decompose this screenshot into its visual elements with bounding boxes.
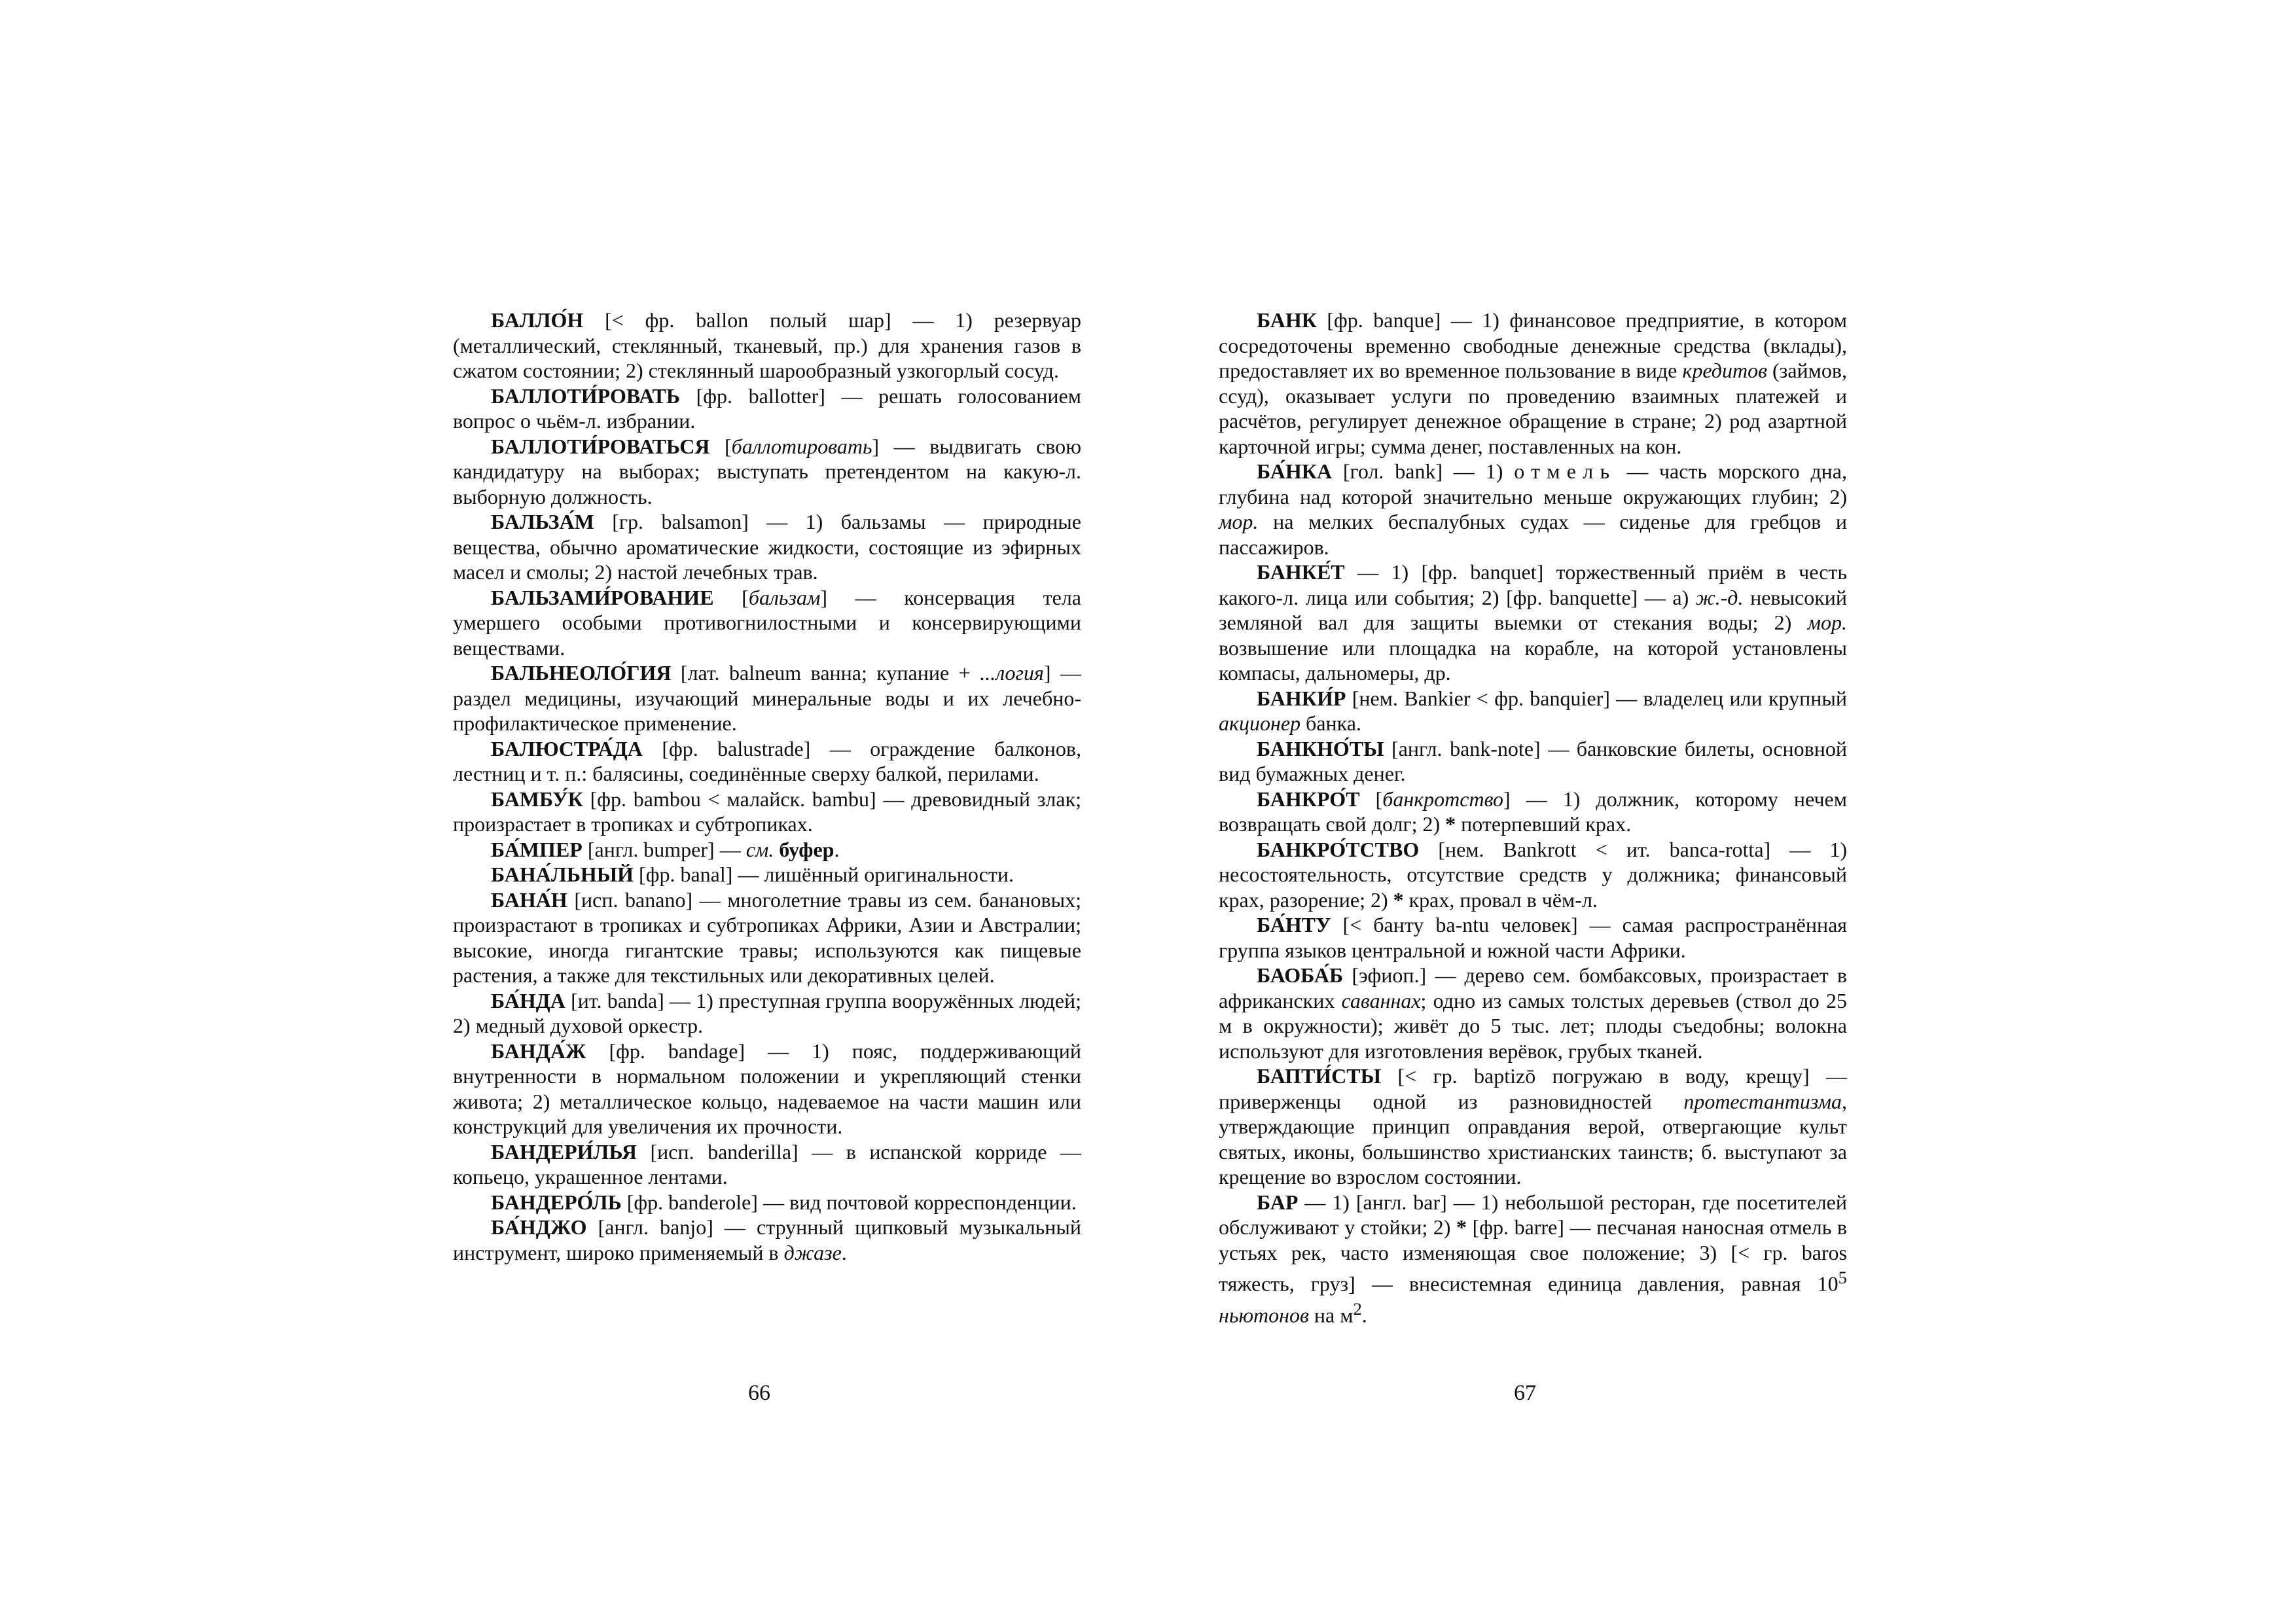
definition: возвышение или площадка на корабле, на которой установлены компасы, дальномеры, др.	[1219, 635, 1847, 685]
definition: на мелких беспалубных судах — сиденье для гребцов и пассажиров.	[1219, 510, 1847, 559]
figurative-marker: *	[1456, 1215, 1467, 1239]
definition: ] — 1) должник, которому нечем возвращать свой долг; 2)	[1219, 787, 1848, 836]
definition: [	[713, 585, 749, 609]
definition: потерпевший крах.	[1456, 812, 1632, 836]
entry-ballon	[453, 308, 1081, 383]
definition: [фр. bambou < малайск. bambu] — древовидный злак; произрастает в тропиках и субтропиках.	[453, 787, 1081, 836]
entry-banket	[1219, 560, 1847, 686]
headword: БАНА́Н	[491, 887, 567, 912]
definition: [фр. balustrade] — ограждение балконов, лестниц и т. п.: балясины, соединённые сверху балкой, перилами.	[453, 736, 1081, 785]
entry-bankrotstvo	[1219, 837, 1847, 913]
definition: [< фр. ballon полый шар] — 1) резервуар (металлический, стеклянный, тканевый, пр.) для хранения газов в сжатом состоянии; 2) стеклянный шарообразный узкогорлый сосуд.	[453, 308, 1081, 382]
page-number: 66	[748, 1381, 770, 1405]
cross-reference: бальзам	[748, 585, 821, 609]
entry-banalnyi	[453, 862, 1081, 887]
definition: .	[841, 1240, 847, 1264]
headword: БАЛЬНЕОЛО́ГИЯ	[491, 661, 672, 685]
cross-reference: ньютонов	[1219, 1303, 1309, 1327]
definition: [фр. banderole] — вид почтовой корреспонденции.	[621, 1190, 1077, 1214]
entry-bambuk	[453, 787, 1081, 837]
page-number: 67	[1514, 1381, 1536, 1405]
entry-banda	[453, 988, 1081, 1039]
definition: — 1) [англ. bar] — 1) небольшой ресторан, где посетителей обслуживают у стойки; 2)	[1219, 1190, 1847, 1239]
entry-bandazh	[453, 1039, 1081, 1139]
definition: на м	[1308, 1303, 1354, 1327]
definition: [фр. bandage] — 1) пояс, поддерживающий внутренности в нормальном положении и укрепляющий стенки живота; 2) металлическое кольцо, надеваемое на части машин или конструкций для увеличения их прочности.	[453, 1039, 1081, 1138]
cross-reference: ...логия	[980, 661, 1044, 685]
cross-reference: протестантизма	[1683, 1089, 1842, 1113]
entry-ballotirovatsya	[453, 434, 1081, 510]
see-also-marker: см.	[745, 837, 774, 861]
entry-balneologiya	[453, 660, 1081, 736]
definition: .	[1361, 1303, 1367, 1327]
definition: [ит. banda] — 1) преступная группа вооружённых людей; 2) медный духовой оркестр.	[453, 988, 1081, 1037]
definition: [гол. bank] — 1)	[1332, 459, 1515, 483]
definition: [англ. bank-note] — банковские билеты, основной вид бумажных денег.	[1219, 736, 1847, 785]
definition: [< гр. baptizō погружаю в воду, крещу] — приверженцы одной из разновидностей	[1219, 1064, 1847, 1113]
definition: [фр. banque] — 1) финансовое предприятие, в котором сосредоточены временно свободные денежные средства (вклады), предоставляет их во временное пользование в виде	[1219, 308, 1847, 382]
definition: ; одно из самых толстых деревьев (ствол до 25 м в окружности); живёт до 5 тыс. лет; плоды съедобны; волокна используют для изготовления верёвок, грубых тканей.	[1219, 988, 1848, 1063]
definition: [исп. banano] — многолетние травы из сем. банановых; произрастают в тропиках и субтропиках Африки, Азии и Австралии; высокие, иногда гигантские травы; используются как пищевые растения, а также для текстильных или декоративных целей.	[453, 887, 1081, 987]
superscript: 2	[1353, 1299, 1362, 1319]
headword: БАЛЬЗАМИ́РОВАНИЕ	[491, 585, 714, 609]
entry-bankir	[1219, 686, 1847, 736]
headword: БАНКРО́ТСТВО	[1257, 837, 1420, 861]
definition: [нем. Bankrott < ит. banca-rotta] — 1) несостоятельность, отсутствие средств у должника; финансовый крах, разорение; 2)	[1219, 837, 1847, 912]
usage-label: мор.	[1219, 510, 1259, 533]
definition: — 1) [фр. banquet] торжественный приём в честь какого-л. лица или события; 2) [фр. banquette] — а)	[1219, 560, 1847, 609]
definition: ] — выдвигать свою кандидатуру на выборах; выступать претендентом на какую-л. выборную должность.	[453, 434, 1081, 508]
entry-banka	[1219, 459, 1847, 560]
cross-reference: кредитов	[1682, 359, 1767, 382]
headword: БАНКИ́Р	[1257, 686, 1346, 710]
cross-reference: буфер	[779, 837, 834, 861]
headword: БАНКЕ́Т	[1257, 560, 1345, 584]
headword: БАНКНО́ТЫ	[1257, 736, 1384, 760]
usage-label: ж.-д.	[1695, 585, 1744, 609]
spaced-term: отмель	[1514, 459, 1617, 483]
entry-bamper	[453, 837, 1081, 863]
headword: БАНДА́Ж	[491, 1039, 586, 1063]
definition: ] — консервация тела умершего особыми противогнилостными и консервирующими веществами.	[453, 585, 1082, 660]
cross-reference: баллотировать	[731, 434, 872, 458]
entry-bantu	[1219, 912, 1847, 963]
headword: БАЛЛОТИ́РОВАТЬСЯ	[491, 434, 710, 458]
entry-balzam	[453, 509, 1081, 585]
definition: [англ. banjo] — струнный щипковый музыкальный инструмент, широко применяемый в	[453, 1215, 1081, 1264]
definition: банка.	[1300, 711, 1361, 735]
cross-reference: саваннах	[1341, 988, 1421, 1012]
cross-reference: акционер	[1219, 711, 1301, 735]
headword: БАМБУ́К	[491, 787, 583, 811]
left-page	[453, 308, 1081, 1265]
headword: БАНКРО́Т	[1257, 787, 1360, 811]
entry-balzamirovanie	[453, 585, 1081, 661]
cross-reference: джазе	[783, 1240, 842, 1264]
headword: БАНДЕРО́ЛЬ	[491, 1190, 622, 1214]
definition: [	[1359, 787, 1383, 811]
headword: БА́НДА	[491, 988, 565, 1012]
definition: [	[709, 434, 732, 458]
headword: БА́НТУ	[1257, 913, 1331, 936]
headword: БАНК	[1257, 308, 1317, 332]
headword: БА́НКА	[1257, 459, 1333, 483]
definition: [эфиоп.] — дерево сем. бомбаксовых, произрастает в африканских	[1219, 963, 1847, 1012]
definition: [фр. ballotter] — решать голосованием вопрос о чьём-л. избрании.	[453, 383, 1081, 433]
entry-banderilya	[453, 1139, 1081, 1190]
entry-baobab	[1219, 963, 1847, 1063]
definition: (займов, ссуд), оказывает услуги по проведению взаимных платежей и расчётов, регулирует денежное обращение в стране; 2) род азартной карточной игры; сумма денег, поставленных на кон.	[1219, 359, 1848, 458]
definition: .	[834, 837, 840, 861]
usage-label: мор.	[1807, 611, 1847, 634]
cross-reference: банкротство	[1382, 787, 1504, 811]
entry-balyustrada	[453, 736, 1081, 787]
entry-bar	[1219, 1190, 1847, 1329]
headword: БАЛЛО́Н	[491, 308, 584, 332]
definition: [лат. balneum ванна; купание +	[671, 661, 980, 685]
definition: [фр. banal] — лишённый оригинальности.	[634, 863, 1014, 886]
definition: [фр. barre] — песчаная наносная отмель в устьях рек, часто изменяющая свое положение; 3) [< гр. baros тяжесть, груз] — внесистемная единица давления, равная 10	[1219, 1215, 1848, 1296]
definition: [англ. bumper] —	[582, 837, 746, 861]
headword: БА́НДЖО	[491, 1215, 587, 1239]
definition: [исп. banderilla] — в испанской корриде — копьецо, украшенное лентами.	[453, 1139, 1081, 1188]
entry-banan	[453, 887, 1081, 988]
definition: ] — раздел медицины, изучающий минеральные воды и их лечебно-профилактическое применение.	[453, 661, 1082, 735]
definition: [гр. balsamon] — 1) бальзамы — природные вещества, обычно ароматические жидкости, состоящие из эфирных масел и смолы; 2) настой лечебных трав.	[453, 510, 1081, 584]
entry-banknoty	[1219, 736, 1847, 787]
headword: БАР	[1257, 1190, 1299, 1214]
figurative-marker: *	[1445, 812, 1456, 836]
headword: БА́МПЕР	[491, 837, 583, 861]
figurative-marker: *	[1393, 887, 1404, 912]
right-page	[1219, 308, 1847, 1328]
entry-ballotirovat	[453, 383, 1081, 434]
entry-baptisty	[1219, 1063, 1847, 1190]
definition: невысокий земляной вал для защиты выемки от стекания воды; 2)	[1219, 585, 1848, 634]
definition: крах, провал в чём-л.	[1403, 887, 1598, 912]
entry-bank	[1219, 308, 1847, 459]
definition: [< банту ba-ntu человек] — самая распространённая группа языков центральной и южной части Африки.	[1219, 913, 1847, 962]
headword: БАОБА́Б	[1257, 963, 1344, 987]
entry-banderol	[453, 1190, 1081, 1215]
definition: [нем. Bankier < фр. banquier] — владелец или крупный	[1346, 686, 1847, 710]
superscript: 5	[1838, 1268, 1847, 1287]
definition: , утверждающие принцип оправдания верой, отвергающие культ святых, иконы, большинство христианских таинств; б. выступают за крещение во взрослом состоянии.	[1219, 1089, 1847, 1188]
headword: БАЛЛОТИ́РОВАТЬ	[491, 383, 681, 408]
entry-bandzho	[453, 1215, 1081, 1265]
headword: БАЛЮСТРА́ДА	[491, 736, 643, 760]
headword: БАНА́ЛЬНЫЙ	[491, 863, 634, 886]
entry-bankrot	[1219, 787, 1847, 837]
headword: БАНДЕРИ́ЛЬЯ	[491, 1139, 637, 1164]
headword: БАПТИ́СТЫ	[1257, 1064, 1382, 1088]
headword: БАЛЬЗА́М	[491, 510, 594, 533]
definition: — часть морского дна, глубина над которой значительно меньше окружающих глубин; 2)	[1219, 459, 1848, 508]
